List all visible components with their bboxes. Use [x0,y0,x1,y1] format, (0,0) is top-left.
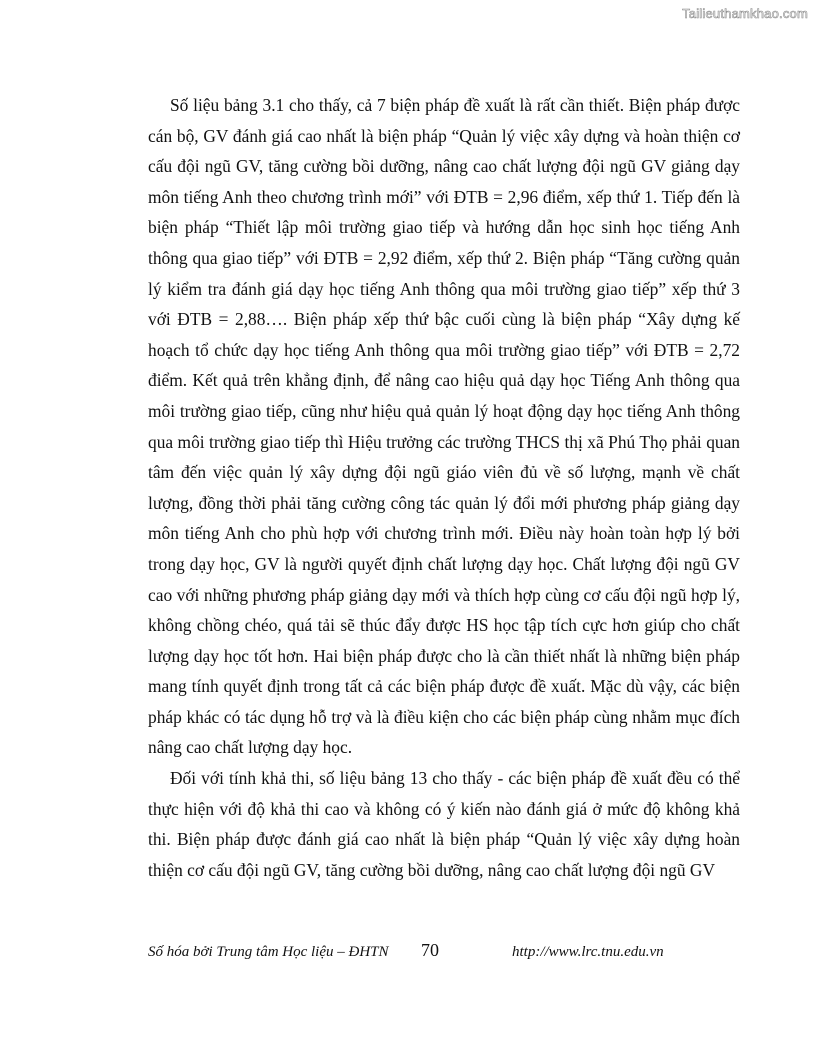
page-footer [148,940,740,966]
paragraph-2: Đối với tính khả thi, số liệu bảng 13 cho thấy - các biện pháp đề xuất đều có thể thực hiện với độ khả thi cao và không có ý kiến nào đánh giá ở mức độ không khả thi. Biện pháp được đánh giá cao nhất là biện pháp “Quản lý việc xây dựng hoàn thiện cơ cấu đội ngũ GV, tăng cường bồi dưỡng, nâng cao chất lượng đội ngũ GV [148,768,740,880]
watermark: Tailieuthamkhao.com [682,6,808,21]
paragraph-1: Số liệu bảng 3.1 cho thấy, cả 7 biện pháp đề xuất là rất cần thiết. Biện pháp được cán bộ, GV đánh giá cao nhất là biện pháp “Quản lý việc xây dựng và hoàn thiện cơ cấu đội ngũ GV, tăng cường bồi dưỡng, nâng cao chất lượng đội ngũ GV giảng dạy môn tiếng Anh theo chương trình mới” với ĐTB = 2,96 điểm, xếp thứ 1. Tiếp đến là biện pháp “Thiết lập môi trường giao tiếp và hướng dẫn học sinh học tiếng Anh thông qua giao tiếp” với ĐTB = 2,92 điểm, xếp thứ 2. Biện pháp “Tăng cường quản lý kiểm tra đánh giá dạy học tiếng Anh thông qua môi trường giao tiếp” xếp thứ 3 với ĐTB = 2,88…. Biện pháp xếp thứ bậc cuối cùng là biện pháp “Xây dựng kế hoạch tổ chức dạy học tiếng Anh thông qua môi trường giao tiếp” với ĐTB = 2,72 điểm. Kết quả trên khẳng định, để nâng cao hiệu quả dạy học Tiếng Anh thông qua môi trường giao tiếp, cũng như hiệu quả quản lý hoạt động dạy học tiếng Anh thông qua môi trường giao tiếp thì Hiệu trưởng các trường THCS thị xã Phú Thọ phải quan tâm đến việc quản lý xây dựng đội ngũ giáo viên đủ về số lượng, mạnh về chất lượng, đồng thời phải tăng cường công tác quản lý đổi mới phương pháp giảng dạy môn tiếng Anh cho phù hợp với chương trình mới. Điều này hoàn toàn hợp lý bởi trong dạy học, GV là người quyết định chất lượng dạy học. Chất lượng đội ngũ GV cao với những phương pháp giảng dạy mới và thích hợp cùng cơ cấu đội ngũ hợp lý, không chồng chéo, quá tải sẽ thúc đẩy được HS học tập tích cực hơn giúp cho chất lượng dạy học tốt hơn. Hai biện pháp được cho là cần thiết nhất là những biện pháp mang tính quyết định trong tất cả các biện pháp được đề xuất. Mặc dù vậy, các biện pháp khác có tác dụng hỗ trợ và là điều kiện cho các biện pháp cùng nhằm mục đích nâng cao chất lượng dạy học. [148,95,740,758]
footer-url: http://www.lrc.tnu.edu.vn [512,944,664,960]
page-number: 70 [421,940,439,960]
footer-source-text: Số hóa bởi Trung tâm Học liệu – ĐHTN [148,944,389,960]
document-body [148,90,740,885]
